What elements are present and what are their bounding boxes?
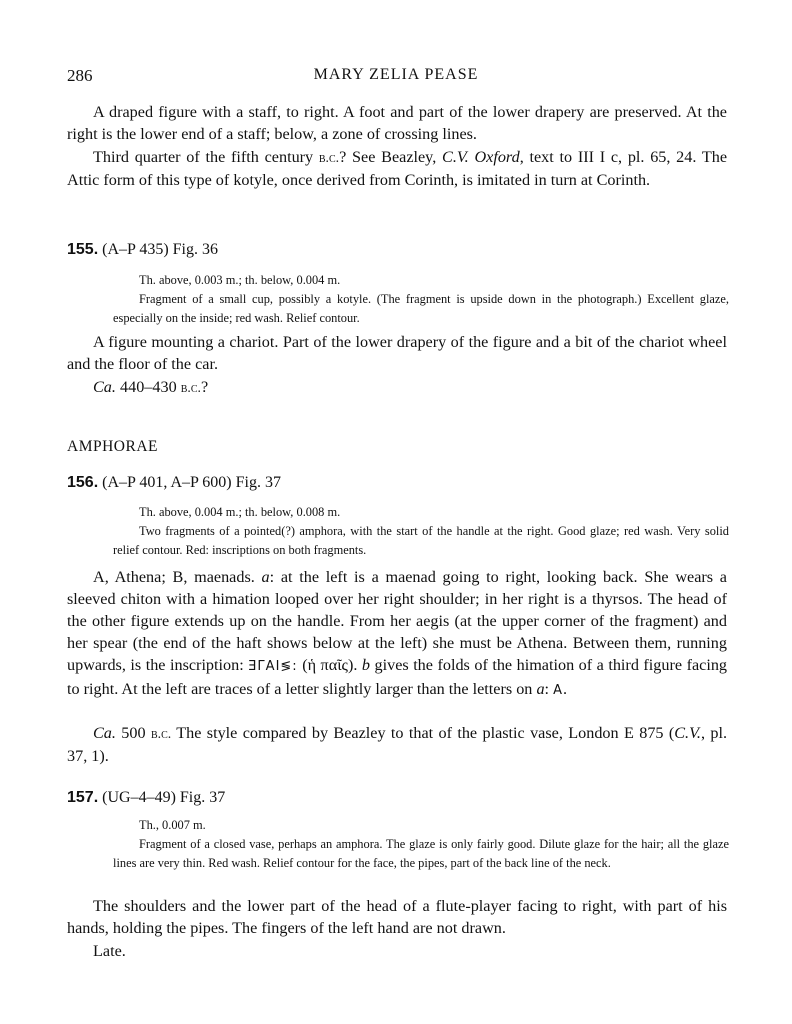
entry-156-detail: Two fragments of a pointed(?) amphora, with the start of the handle at the right. Good glaze; red wash. Very solid relief contour. Red: inscriptions on both fragments. xyxy=(113,524,729,557)
entry-157-detail: Fragment of a closed vase, perhaps an amphora. The glaze is only fairly good. Dilute glaze for the hair; all the glaze lines are very thin. Red wash. Relief contour for the face, the pipes, part of the back line of the neck. xyxy=(113,837,729,870)
entry-157-date: Late. xyxy=(93,942,126,960)
entry-155-description: A figure mounting a chariot. Part of the lower drapery of the figure and a bit of the chariot wheel and the floor of the car. xyxy=(67,333,727,373)
intro-paragraph-2: Third quarter of the fifth century b.c.? See Beazley, C.V. Oxford, text to III I c, pl. 65, 24. The Attic form of this type of kotyle, once derived from Corinth, is imitated in turn at Corinth. xyxy=(67,148,728,189)
entry-157-dimensions: Th., 0.007 m. xyxy=(139,818,206,832)
section-title: AMPHORAE xyxy=(67,438,158,455)
intro-paragraph-1: A draped figure with a staff, to right. A foot and part of the lower drapery are preserved. At the right is the lower end of a staff; below, a zone of crossing lines. xyxy=(67,103,727,143)
entry-156-description: A, Athena; B, maenads. a: at the left is a maenad going to right, looking back. She wears a sleeved chiton with a himation looped over her right shoulder; in her right is a thyrsos. The head of the other figure extends up on the handle. From her aegis (at the upper corner of the fragment) and her spear (the end of the haft shows below at the left) she must be Athena. Between them, running upwards, is the inscription: ƎΓΑΙ≶: (ἡ παῖς). b gives the folds of the himation of a third figure facing to right. At the left are traces of a letter slightly larger than the letters on a: A. xyxy=(67,568,728,698)
entry-155-date: Ca. 440–430 b.c.? xyxy=(93,378,209,396)
entry-156-heading: 156. (A–P 401, A–P 600) Fig. 37 xyxy=(67,474,281,491)
entry-157-heading: 157. (UG–4–49) Fig. 37 xyxy=(67,789,226,806)
entry-156-dimensions: Th. above, 0.004 m.; th. below, 0.008 m. xyxy=(139,505,341,519)
letter-glyph: A xyxy=(553,683,563,698)
running-title: MARY ZELIA PEASE xyxy=(313,66,479,83)
entry-156-date: Ca. 500 b.c. The style compared by Beazley to that of the plastic vase, London E 875 (C.V., pl. 37, 1). xyxy=(67,724,727,765)
entry-155-heading: 155. (A–P 435) Fig. 36 xyxy=(67,241,218,258)
entry-155-detail: Fragment of a small cup, possibly a kotyle. (The fragment is upside down in the photograph.) Excellent glaze, especially on the inside; red wash. Relief contour. xyxy=(113,292,729,325)
entry-155-dimensions: Th. above, 0.003 m.; th. below, 0.004 m. xyxy=(139,273,341,287)
page-number: 286 xyxy=(67,66,93,85)
inscription: ƎΓΑΙ≶: xyxy=(248,659,298,674)
entry-157-description: The shoulders and the lower part of the head of a flute-player facing to right, with part of his hands, holding the pipes. The fingers of the left hand are not drawn. xyxy=(67,897,727,937)
